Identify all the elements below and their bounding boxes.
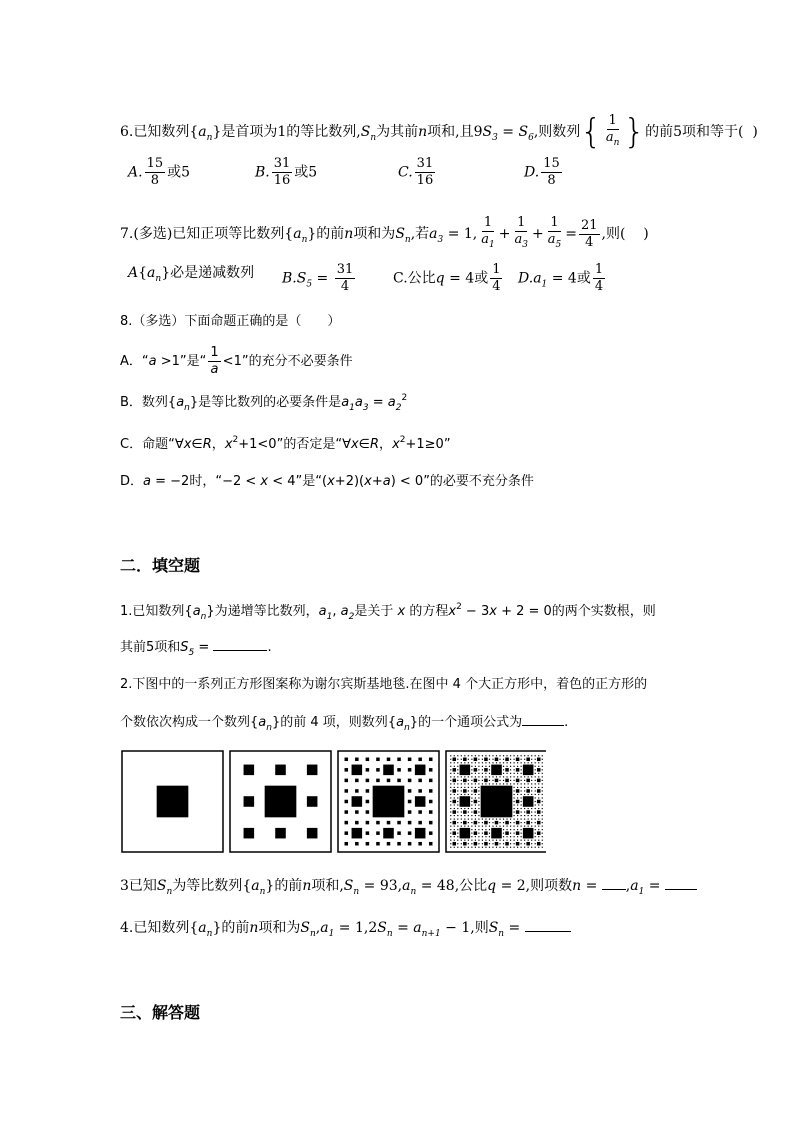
q7-option-c: C.公比q = 4或 $\frac{1}{4}$ bbox=[393, 262, 501, 294]
answer-blank[interactable] bbox=[525, 917, 571, 932]
q6-option-b: B. $\frac{31}{16}$ 或5 bbox=[255, 156, 318, 188]
answer-blank[interactable] bbox=[522, 711, 564, 726]
carpet-1 bbox=[122, 751, 223, 852]
carpet-2 bbox=[230, 751, 331, 852]
q6-option-d: D. $\frac{15}{8}$ bbox=[524, 156, 560, 188]
f1-line1: 1.已知数列$\{a_n\}$为递增等比数列，$a_1$, $a_2$是关于 x 的方程$x^2 - 3x + 2 = 0$的两个实数根，则 bbox=[120, 602, 656, 622]
q8-option-a: A．“a >1”是“ $\frac{1}{a}$ <1”的充分不必要条件 bbox=[120, 345, 353, 377]
answer-blank[interactable] bbox=[213, 636, 267, 651]
q6-stem: 6.已知数列$\{a_n\}$是首项为1的等比数列$,S_n$为其前n项和,且$9S_3 = S_6$,则数列{ $\frac{1}{a_n}$ }的前5项和等于( ) bbox=[120, 112, 758, 152]
q7-option-b: $B.S_5$ = $\frac{31}{4}$ bbox=[282, 262, 354, 294]
q6-option-a: A. $\frac{15}{8}$ 或5 bbox=[128, 156, 191, 188]
f2-line2: 个数依次构成一个数列$\{a_n\}$的前 4 项，则数列$\{a_n\}$的一个通项公式为 . bbox=[120, 711, 568, 738]
q8-option-b: B．数列$\{a_n\}$是等比数列的必要条件是$a_1a_3 = a_2^2$ bbox=[120, 393, 408, 413]
q7-option-a: $A\{a_n\}$必是递减数列 bbox=[128, 265, 255, 284]
sierpinski-carpet-figure bbox=[120, 749, 546, 854]
f1-line2: 其前5项和$S_5$ = . bbox=[120, 636, 272, 663]
q8-option-d: D．a = −2时，“−2 < x < 4”是“(x+2)(x+a) < 0”的必要不充分条件 bbox=[120, 474, 534, 489]
section-title-fill-in: 二．填空题 bbox=[120, 556, 201, 575]
q6-option-c: C. $\frac{31}{16}$ bbox=[398, 156, 434, 188]
f2-line1: 2.下图中的一系列正方形图案称为谢尔宾斯基地毯.在图中 4 个大正方形中，着色的正方形的 bbox=[120, 677, 648, 692]
f3-line: 3已知$S_n$为等比数列$\{a_n\}$的前n项和$,S_n = 93,a_n = 48$,公比q = 2,则项数$n = ,a_1$ = bbox=[120, 875, 697, 902]
q8-option-c: C．命题“∀x∈R，$x^2+1<0$”的否定是“∀x∈R，$x^2+1\ge 0$” bbox=[120, 435, 451, 452]
section-title-solutions: 三、解答题 bbox=[120, 1003, 201, 1022]
carpet-4 bbox=[446, 751, 546, 852]
q7-stem: 7.(多选)已知正项等比数列$\{a_n\}$的前n项和为$S_n$,若$a_3 = 1$, $\frac{1}{a_1}$ + $\frac{1}{a_3}$ + $\frac{1}{a_5}$ = $\frac{21}{4}$ ,则( ) bbox=[120, 215, 649, 250]
answer-blank[interactable] bbox=[602, 875, 626, 890]
f4-line: 4.已知数列$\{a_n\}$的前n项和为$S_n,a_1 = 1,2S_n = a_{n+1} - 1$,则$S_n$ = bbox=[120, 917, 571, 944]
carpet-3 bbox=[338, 751, 439, 852]
answer-blank[interactable] bbox=[665, 875, 697, 890]
q8-stem: 8.（多选）下面命题正确的是（ ） bbox=[120, 314, 341, 329]
q7-option-d: $D.a_1 = 4$或 $\frac{1}{4}$ bbox=[518, 262, 604, 294]
